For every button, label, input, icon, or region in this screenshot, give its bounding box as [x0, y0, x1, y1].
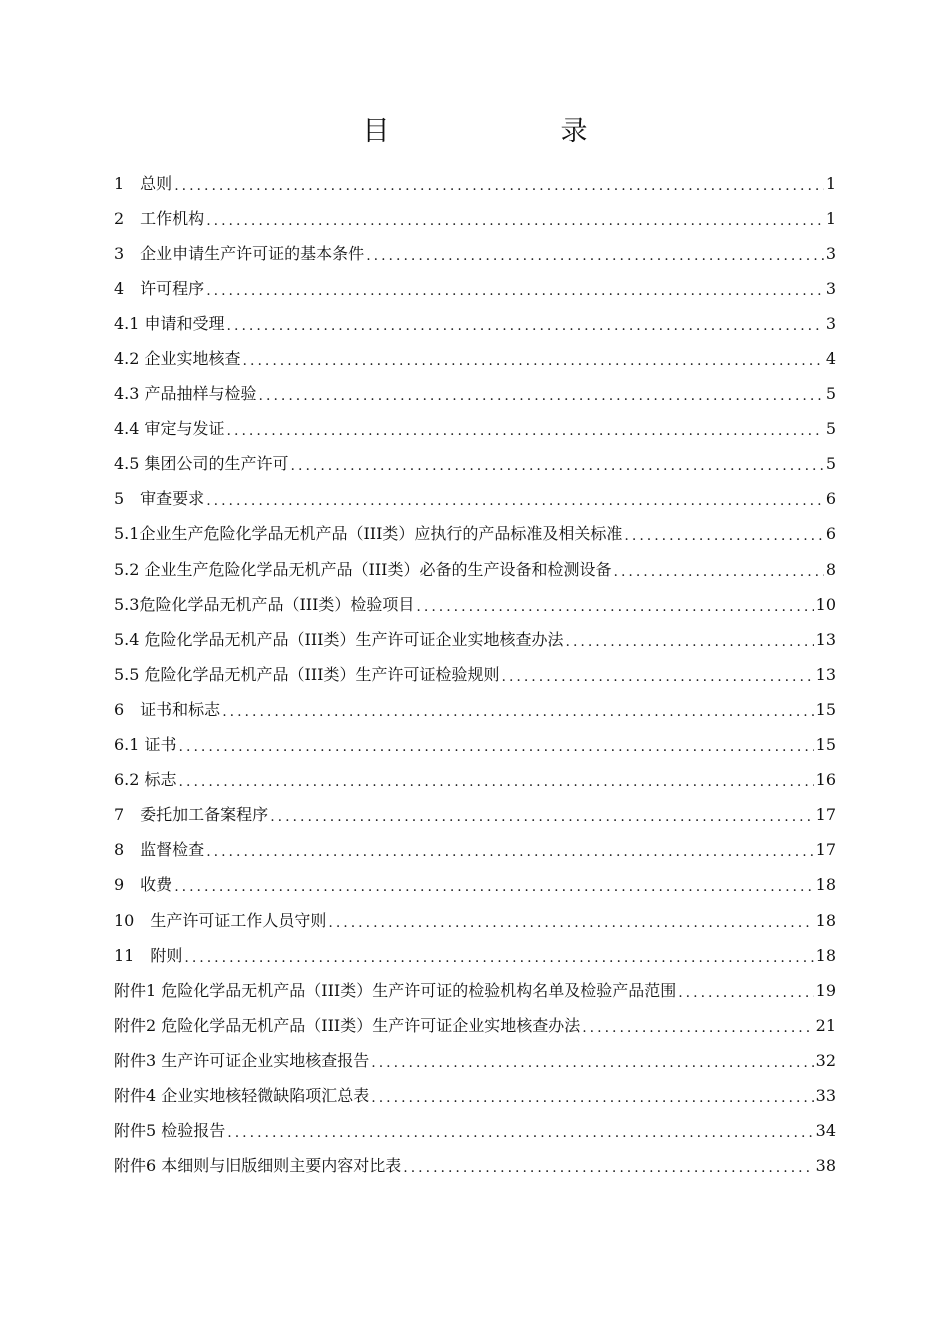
toc-entry-label: 3 企业申请生产许可证的基本条件	[114, 243, 365, 263]
toc-entry-label: 4.2 企业实地核查	[114, 349, 241, 369]
toc-entry[interactable]	[114, 798, 836, 833]
toc-entry[interactable]	[114, 517, 836, 552]
toc-entry-label: 11 附则	[114, 945, 183, 965]
toc-entry[interactable]	[114, 341, 836, 376]
dot-leader	[206, 211, 824, 231]
toc-entry-label: 附件2 危险化学品无机产品（III类）生产许可证企业实地核查办法	[114, 1015, 581, 1035]
toc-entry-page-number: 6	[825, 524, 836, 544]
toc-entry-page-number: 3	[825, 313, 836, 333]
toc-entry-label: 附件3 生产许可证企业实地核查报告	[114, 1050, 370, 1070]
toc-entry-page-number: 32	[815, 1050, 836, 1070]
dot-leader	[179, 737, 814, 757]
toc-entry-label: 附件1 危险化学品无机产品（III类）生产许可证的检验机构名单及检验产品范围	[114, 980, 677, 1000]
toc-entry-label: 5.4 危险化学品无机产品（III类）生产许可证企业实地核查办法	[114, 629, 564, 649]
toc-entry[interactable]	[114, 692, 836, 727]
dot-leader	[270, 807, 813, 827]
toc-entry-page-number: 6	[825, 489, 836, 509]
dot-leader	[403, 1158, 813, 1178]
dot-leader	[227, 421, 824, 441]
toc-entry[interactable]	[114, 377, 836, 412]
toc-entry-page-number: 5	[825, 454, 836, 474]
toc-entry[interactable]	[114, 482, 836, 517]
toc-entry-page-number: 18	[815, 910, 836, 930]
toc-entry[interactable]	[114, 1043, 836, 1078]
toc-entry-label: 6.2 标志	[114, 770, 177, 790]
toc-entry-page-number: 15	[815, 735, 836, 755]
dot-leader	[678, 983, 813, 1003]
dot-leader	[624, 526, 823, 546]
toc-entry[interactable]	[114, 903, 836, 938]
dot-leader	[227, 1123, 813, 1143]
toc-entry[interactable]	[114, 1149, 836, 1184]
toc-entry[interactable]	[114, 833, 836, 868]
toc-entry-page-number: 5	[825, 384, 836, 404]
toc-entry-page-number: 1	[825, 208, 836, 228]
toc-entry-page-number: 21	[815, 1015, 836, 1035]
dot-leader	[366, 246, 824, 266]
toc-entry-label: 9 收费	[114, 875, 173, 895]
dot-leader	[222, 702, 813, 722]
toc-entry[interactable]	[114, 728, 836, 763]
dot-leader	[206, 281, 824, 301]
toc-entry-page-number: 3	[825, 243, 836, 263]
toc-entry-page-number: 33	[815, 1085, 836, 1105]
dot-leader	[502, 667, 814, 687]
dot-leader	[174, 877, 813, 897]
dot-leader	[566, 632, 814, 652]
toc-entry-label: 附件6 本细则与旧版细则主要内容对比表	[114, 1156, 402, 1176]
toc-entry[interactable]	[114, 587, 836, 622]
toc-entry-label: 4.5 集团公司的生产许可	[114, 454, 289, 474]
toc-entry-label: 1 总则	[114, 173, 173, 193]
toc-entry-page-number: 15	[815, 699, 836, 719]
toc-entry-page-number: 19	[815, 980, 836, 1000]
dot-leader	[328, 913, 813, 933]
toc-entry-label: 10 生产许可证工作人员守则	[114, 910, 327, 930]
toc-entry[interactable]	[114, 622, 836, 657]
toc-entry-page-number: 8	[825, 559, 836, 579]
dot-leader	[184, 948, 813, 968]
toc-entry-label: 6 证书和标志	[114, 699, 221, 719]
dot-leader	[416, 597, 813, 617]
toc-entry[interactable]	[114, 166, 836, 201]
toc-entry-page-number: 5	[825, 419, 836, 439]
toc-entry[interactable]	[114, 938, 836, 973]
toc-entry-label: 4 许可程序	[114, 278, 205, 298]
toc-entry[interactable]	[114, 271, 836, 306]
toc-entry[interactable]	[114, 868, 836, 903]
toc-entry-label: 4.4 审定与发证	[114, 419, 225, 439]
toc-entry[interactable]	[114, 552, 836, 587]
dot-leader	[371, 1053, 813, 1073]
toc-entry-label: 5.3危险化学品无机产品（III类）检验项目	[114, 594, 415, 614]
dot-leader	[227, 316, 824, 336]
toc-entry-label: 6.1 证书	[114, 735, 177, 755]
toc-entry[interactable]	[114, 412, 836, 447]
toc-entry-page-number: 17	[815, 805, 836, 825]
toc-entry-page-number: 4	[825, 349, 836, 369]
toc-entry[interactable]	[114, 763, 836, 798]
toc-entry-page-number: 18	[815, 875, 836, 895]
toc-entry-page-number: 10	[815, 594, 836, 614]
page-title: 目 录	[362, 116, 660, 147]
toc-entry-page-number: 18	[815, 945, 836, 965]
toc-entry[interactable]	[114, 1114, 836, 1149]
toc-entry-label: 附件4 企业实地核轻微缺陷项汇总表	[114, 1085, 370, 1105]
toc-entry[interactable]	[114, 973, 836, 1008]
toc-entry[interactable]	[114, 236, 836, 271]
toc-entry-label: 7 委托加工备案程序	[114, 805, 269, 825]
toc-entry-label: 附件5 检验报告	[114, 1121, 226, 1141]
dot-leader	[179, 772, 814, 792]
toc-entry-label: 8 监督检查	[114, 840, 205, 860]
toc-entry-page-number: 34	[815, 1121, 836, 1141]
dot-leader	[174, 176, 824, 196]
toc-entry[interactable]	[114, 306, 836, 341]
dot-leader	[291, 456, 824, 476]
toc-entry-page-number: 38	[815, 1156, 836, 1176]
dot-leader	[371, 1088, 813, 1108]
toc-entry-page-number: 16	[815, 770, 836, 790]
dot-leader	[206, 491, 824, 511]
dot-leader	[582, 1018, 813, 1038]
toc-entry[interactable]	[114, 201, 836, 236]
toc-entry-label: 5.5 危险化学品无机产品（III类）生产许可证检验规则	[114, 664, 500, 684]
toc-entry-label: 5 审查要求	[114, 489, 205, 509]
dot-leader	[614, 562, 824, 582]
toc-entry[interactable]	[114, 657, 836, 692]
toc-entry-label: 5.2 企业生产危险化学品无机产品（III类）必备的生产设备和检测设备	[114, 559, 612, 579]
toc-entry-label: 4.1 申请和受理	[114, 313, 225, 333]
toc-entry-page-number: 17	[815, 840, 836, 860]
toc-entry-label: 2 工作机构	[114, 208, 205, 228]
toc-entry-page-number: 13	[815, 629, 836, 649]
toc-entry-label: 4.3 产品抽样与检验	[114, 384, 257, 404]
dot-leader	[206, 842, 813, 862]
table-of-contents	[114, 166, 836, 1184]
toc-entry[interactable]	[114, 1008, 836, 1043]
dot-leader	[243, 351, 824, 371]
toc-entry-page-number: 3	[825, 278, 836, 298]
dot-leader	[259, 386, 824, 406]
toc-entry[interactable]	[114, 447, 836, 482]
toc-entry[interactable]	[114, 1078, 836, 1113]
toc-entry-page-number: 1	[825, 173, 836, 193]
toc-entry-label: 5.1企业生产危险化学品无机产品（III类）应执行的产品标准及相关标准	[114, 524, 623, 544]
toc-entry-page-number: 13	[815, 664, 836, 684]
